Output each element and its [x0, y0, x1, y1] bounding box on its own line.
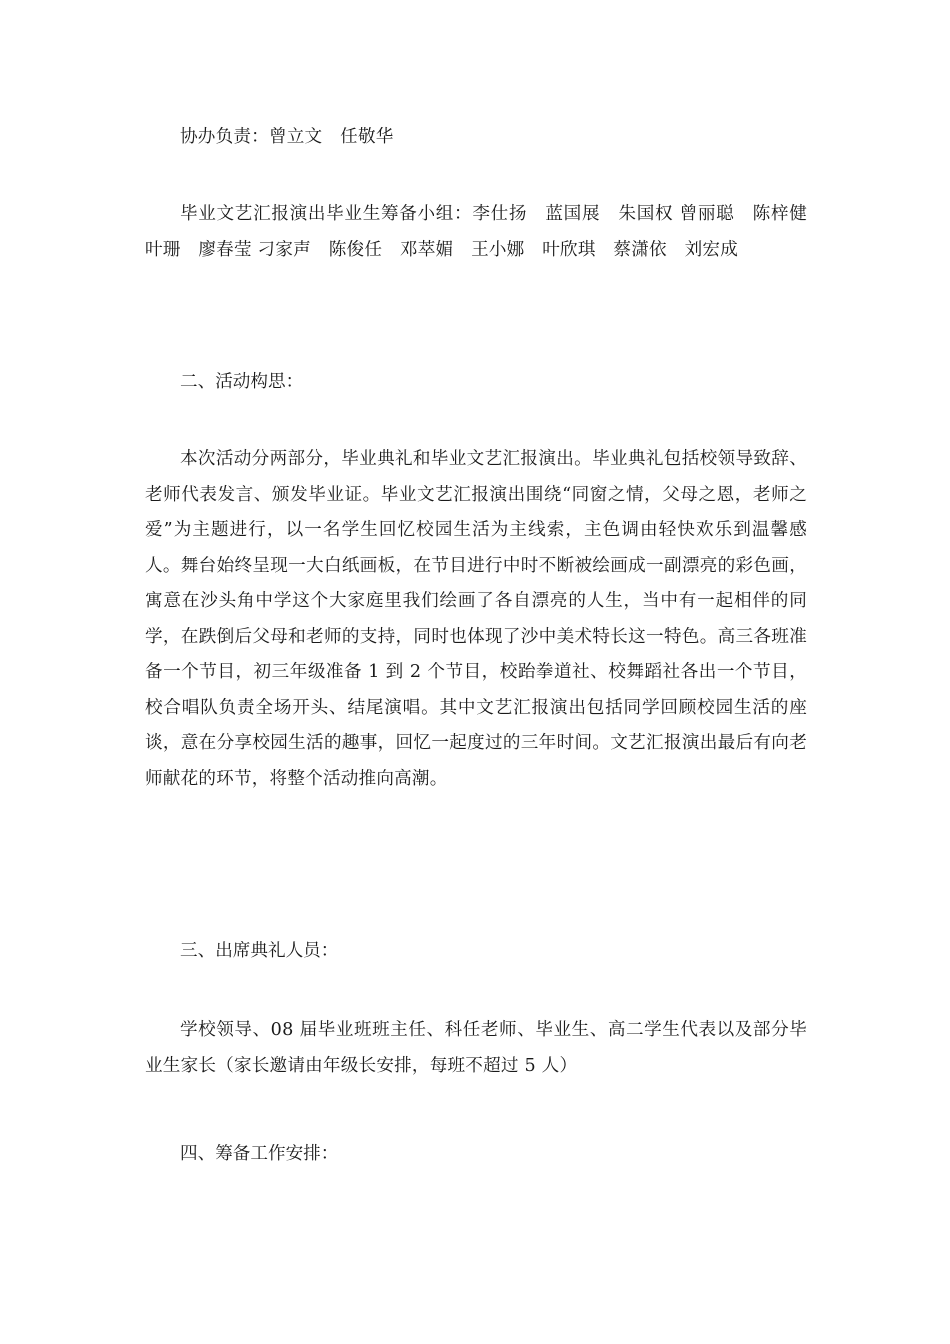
concept-heading: 二、活动构思： [180, 372, 304, 392]
preparation-heading: 四、筹备工作安排： [180, 1144, 339, 1164]
attendees-paragraph: 学校领导、08 届毕业班班主任、科任老师、毕业生、高二学生代表以及部分毕业生家长（家长邀请由年级长安排，每班不超过 5 人） [145, 1020, 807, 1076]
attendees-heading: 三、出席典礼人员： [180, 941, 339, 961]
concept-paragraph: 本次活动分两部分，毕业典礼和毕业文艺汇报演出。毕业典礼包括校领导致辞、老师代表发言、颁发毕业证。毕业文艺汇报演出围绕“同窗之情，父母之恩，老师之爱”为主题进行，以一名学生回忆校园生活为主线索，主色调由轻快欢乐到温馨感人。舞台始终呈现一大白纸画板，在节目进行中时不断被绘画成一副漂亮的彩色画，寓意在沙头角中学这个大家庭里我们绘画了各自漂亮的人生，当中有一起相伴的同学，在跌倒后父母和老师的支持，同时也体现了沙中美术特长这一特色。高三各班准备一个节目，初三年级准备 1 到 2 个节目，校跆拳道社、校舞蹈社各出一个节目，校合唱队负责全场开头、结尾演唱。其中文艺汇报演出包括同学回顾校园生活的座谈，意在分享校园生活的趣事，回忆一起度过的三年时间。文艺汇报演出最后有向老师献花的环节，将整个活动推向高潮。 [145, 449, 807, 789]
committee-paragraph: 毕业文艺汇报演出毕业生筹备小组：李仕扬 蓝国展 朱国权 曾丽聪 陈梓健 叶珊 廖春莹 刁家声 陈俊任 邓萃媚 王小娜 叶欣琪 蔡潇依 刘宏成 [145, 204, 825, 260]
assist-paragraph: 协办负责：曾立文 任敬华 [180, 127, 394, 147]
